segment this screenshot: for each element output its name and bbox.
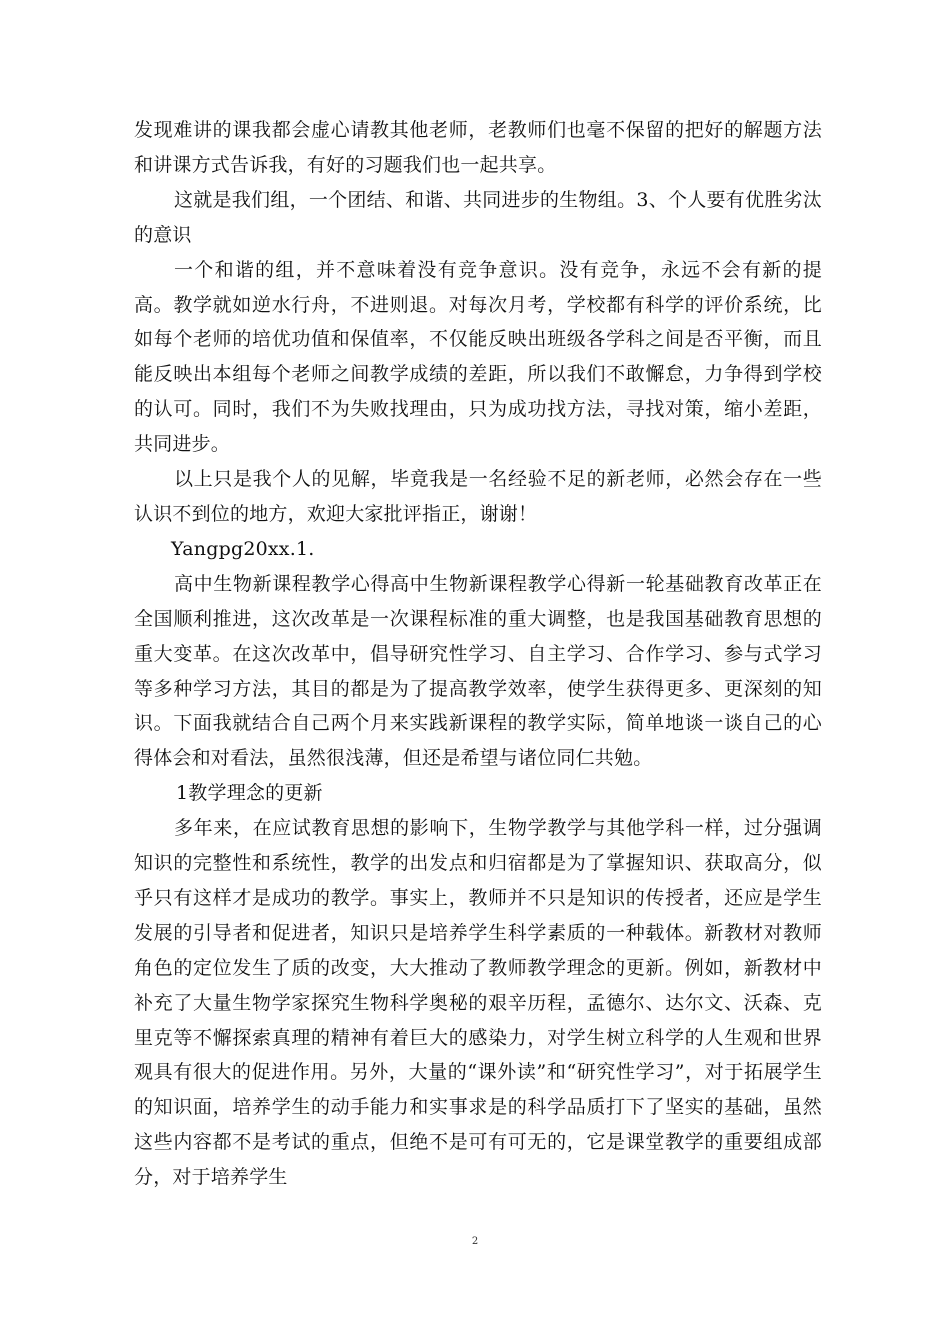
body-text [134,113,822,1195]
section-heading: 1教学理念的更新 [176,782,323,805]
paragraph-group-summary: 这就是我们组，一个团结、和谐、共同进步的生物组。3、个人要有优胜劣汰的意识 [134,188,822,246]
signature-date: Yangpg20xx.1. [171,537,315,560]
paragraph-closing: 以上只是我个人的见解，毕竟我是一名经验不足的新老师，必然会存在一些认识不到位的地方，欢迎大家批评指正，谢谢！ [134,468,822,525]
paragraph-new-curriculum: 高中生物新课程教学心得高中生物新课程教学心得新一轮基础教育改革正在全国顺利推进，这次改革是一次课程标准的重大调整，也是我国基础教育思想的重大变革。在这次改革中，倡导研究性学习、自主学习、合作学习、参与式学习等多种学习方法，其目的都是为了提高教学效率，使学生获得更多、更深刻的知识。下面我就结合自己两个月来实践新课程的教学实际，简单地谈一谈自己的心得体会和对看法，虽然很浅薄，但还是希望与诸位同仁共勉。 [134,572,822,770]
paragraph-competition: 一个和谐的组，并不意味着没有竞争意识。没有竞争，永远不会有新的提高。教学就如逆水行舟，不进则退。对每次月考，学校都有科学的评价系统，比如每个老师的培优功值和保值率，不仅能反映出班级各学科之间是否平衡，而且能反映出本组每个老师之间教学成绩的差距，所以我们不敢懈怠，力争得到学校的认可。同时，我们不为失败找理由，只为成功找方法，寻找对策，缩小差距，共同进步。 [134,258,822,456]
paragraph-teaching-philosophy: 多年来，在应试教育思想的影响下，生物学教学与其他学科一样，过分强调知识的完整性和系统性，教学的出发点和归宿都是为了掌握知识、获取高分，似乎只有这样才是成功的教学。事实上，教师并不只是知识的传授者，还应是学生发展的引导者和促进者，知识只是培养学生科学素质的一种载体。新教材对教师角色的定位发生了质的改变，大大推动了教师教学理念的更新。例如，新教材中补充了大量生物学家探究生物科学奥秘的艰辛历程，孟德尔、达尔文、沃森、克里克等不懈探索真理的精神有着巨大的感染力，对学生树立科学的人生观和世界观具有很大的促进作用。另外，大量的“课外读”和“研究性学习”，对于拓展学生的知识面，培养学生的动手能力和实事求是的科学品质打下了坚实的基础，虽然这些内容都不是考试的重点，但绝不是可有可无的，它是课堂教学的重要组成部分，对于培养学生 [134,817,822,1189]
page-number: 2 [471,1236,479,1247]
paragraph-continuation: 发现难讲的课我都会虚心请教其他老师，老教师们也毫不保留的把好的解题方法和讲课方式告诉我，有好的习题我们也一起共享。 [134,119,822,176]
